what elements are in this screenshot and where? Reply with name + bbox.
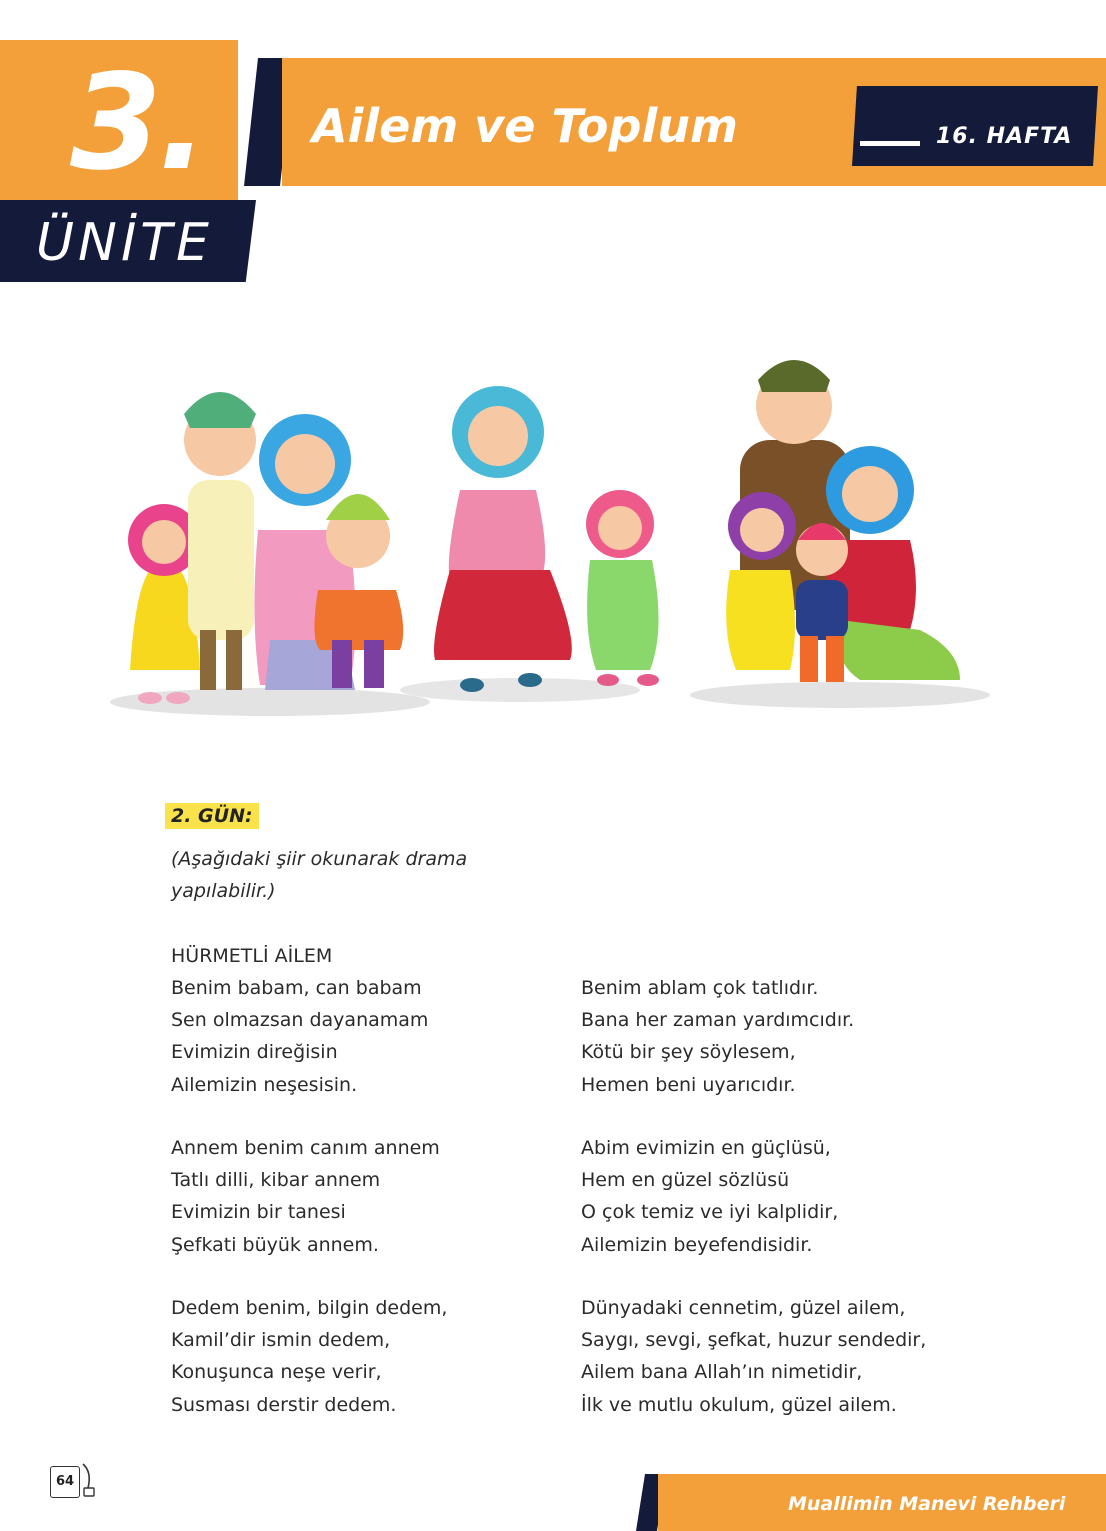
poem-stanza-left-1 [171,972,428,1101]
poem-line: Evimizin direğisin [171,1041,338,1064]
boy-figure-3 [796,523,848,682]
poem-line: Dedem benim, bilgin dedem, [171,1297,448,1319]
book-title: Muallimin Manevi Rehberi [788,1493,1066,1515]
poem-line: Şefkati büyük annem. [171,1233,379,1256]
family-illustration [100,340,990,730]
poem-line: Ailem bana Allah’ın nimetidir, [581,1361,863,1384]
poem-line: Bana her zaman yardımcıdır. [581,1009,855,1032]
unit-number: 3. [70,46,204,200]
unit-label: ÜNİTE [36,213,213,273]
poem-line: Benim ablam çok tatlıdır. [581,977,819,999]
poem-stanza-left-2 [171,1132,440,1261]
poem-line: Susması derstir dedem. [171,1393,397,1416]
quill-icon [80,1462,96,1498]
girl-figure-2 [586,490,659,686]
poem-line: Ailemizin neşesisin. [171,1073,358,1096]
poem-line: Konuşunca neşe verir, [171,1361,382,1384]
poem-line: Evimizin bir tanesi [171,1201,346,1224]
poem-line: Kamil’dir ismin dedem, [171,1329,391,1352]
poem-line: Saygı, sevgi, şefkat, huzur sendedir, [581,1329,927,1352]
intro-text [171,843,511,907]
week-label: 16. HAFTA [936,124,1073,149]
poem-title: HÜRMETLİ AİLEM [171,945,333,967]
page-number: 64 [50,1466,80,1498]
poem-stanza-right-1 [581,972,854,1101]
poem-line: Benim babam, can babam [171,977,422,999]
poem-line: O çok temiz ve iyi kalplidir, [581,1201,839,1224]
poem-line: Hemen beni uyarıcıdır. [581,1073,796,1096]
poem-line: Sen olmazsan dayanamam [171,1009,429,1032]
poem-stanza-right-3 [581,1292,926,1421]
poem-stanza-left-3 [171,1292,447,1421]
poem-line: İlk ve mutlu okulum, güzel ailem. [581,1393,897,1416]
week-dash [860,141,920,146]
girl-figure-3 [726,492,796,670]
intro-line-2: yapılabilir.) [171,880,276,902]
poem-line: Ailemizin beyefendisidir. [581,1233,813,1256]
poem-line: Abim evimizin en güçlüsü, [581,1137,831,1159]
poem-line: Dünyadaki cennetim, güzel ailem, [581,1297,906,1319]
day-label: 2. GÜN: [165,803,259,829]
poem-line: Hem en güzel sözlüsü [581,1169,790,1192]
poem-line: Tatlı dilli, kibar annem [171,1169,381,1192]
poem-stanza-right-2 [581,1132,838,1261]
poem-line: Annem benim canım annem [171,1137,440,1159]
poem-line: Kötü bir şey söylesem, [581,1041,796,1064]
mother-figure-3 [826,446,960,680]
mother-figure-2 [434,386,572,692]
page-title: Ailem ve Toplum [312,99,738,153]
intro-line-1: (Aşağıdaki şiir okunarak drama [171,848,468,870]
